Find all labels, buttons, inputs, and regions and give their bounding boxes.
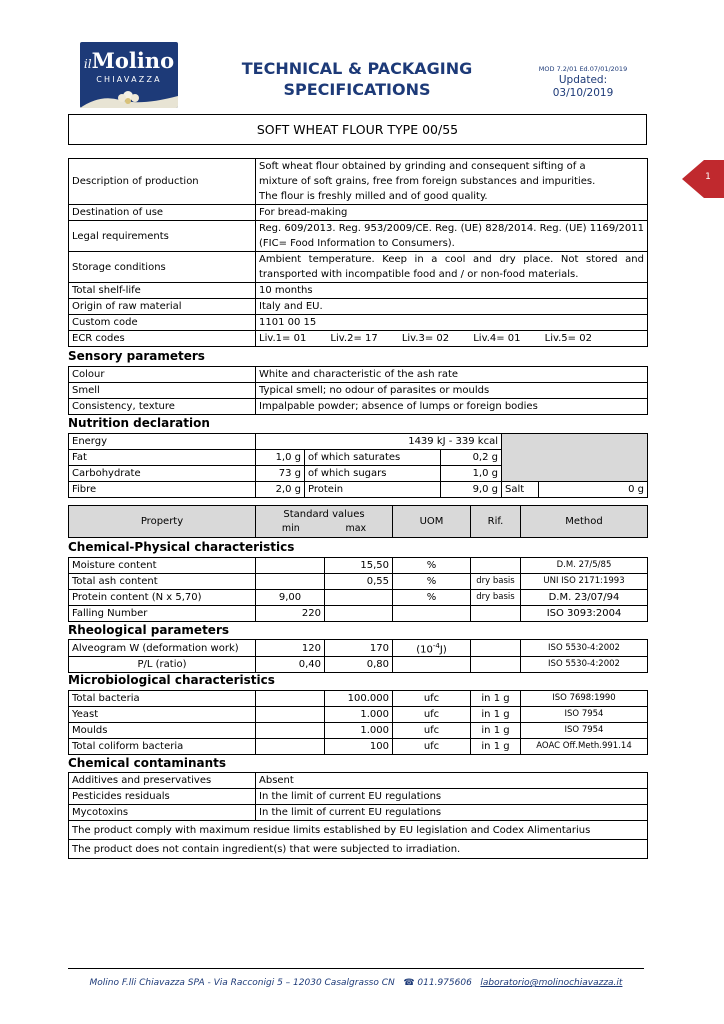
section-title-nutrition: Nutrition declaration [68,416,210,430]
table-row [69,840,648,859]
logo-subtitle: CHIAVAZZA [96,75,162,84]
table-row [69,159,648,205]
shelf-life-value: 10 months [256,283,648,299]
table-row: Protein content (N x 5,70) 9,00 % dry basis D.M. 23/07/94 [69,590,648,606]
product-name: SOFT WHEAT FLOUR TYPE 00/55 [68,114,647,145]
footer-phone: 011.975606 [417,978,472,988]
storage-label: Storage conditions [69,252,256,283]
nutrition-table [68,433,648,498]
col-method: Method [521,506,648,538]
table-row: Moulds 1.000 ufc in 1 g ISO 7954 [69,723,648,739]
microbiological-table [68,690,648,755]
table-row: Falling Number 220 ISO 3093:2004 [69,606,648,622]
origin-label: Origin of raw material [69,299,256,315]
table-row [69,331,648,347]
irradiation-note: The product does not contain ingredient(s) that were subjected to irradiation. [69,840,648,859]
ecr-label: ECR codes [69,331,256,347]
legal-value: Reg. 609/2013. Reg. 953/2009/CE. Reg. (UE) 828/2014. Reg. (UE) 1169/2011 (FIC= Food Information to Consumers). [256,221,648,252]
page-marker [682,160,724,198]
table-row: Smell Typical smell; no odour of parasites or moulds [69,383,648,399]
section-title-microbiological: Microbiological characteristics [68,673,275,687]
logo-flower-icon [80,84,178,108]
footer-address: Molino F.lli Chiavazza SPA - Via Racconigi 5 – 12030 Casalgrasso CN [89,978,395,988]
rheological-table [68,639,648,673]
col-standard-values: Standard values min max [256,506,393,538]
phone-icon: ☎ [403,978,415,988]
table-row: Total coliform bacteria 100 ufc in 1 g AOAC Off.Meth.991.14 [69,739,648,755]
legal-label: Legal requirements [69,221,256,252]
storage-value: Ambient temperature. Keep in a cool and dry place. Not stored and transported with incompatible food and / or non-food materials. [256,252,648,283]
document-code: MOD 7.2/01 Ed.07/01/2019 [538,65,628,73]
sensory-table [68,366,648,415]
section-title-rheological: Rheological parameters [68,623,230,637]
update-info: Updated: 03/10/2019 [552,74,614,99]
table-row: Moisture content 15,50 % D.M. 27/5/85 [69,558,648,574]
energy-value: 1439 kJ - 339 kcal [256,434,502,450]
custom-code-label: Custom code [69,315,256,331]
table-row: Alveogram W (deformation work) 120 170 $(10^{-4}J)$ ISO 5530-4:2002 [69,640,648,657]
logo-brand: ilMolino [83,48,175,73]
table-row: Pesticides residuals In the limit of current EU regulations [69,789,648,805]
destination-value: For bread-making [256,205,648,221]
description-value: Soft wheat flour obtained by grinding and consequent sifting of a mixture of soft grains, free from foreign substances and impurities. The flour is freshly milled and of good quality. [256,159,648,205]
table-row: Fat 1,0 g of which saturates 0,2 g [69,450,648,466]
ecr-values: Liv.1= 01 Liv.2= 17 Liv.3= 02 Liv.4= 01 Liv.5= 02 [256,331,648,347]
description-label: Description of production [69,159,256,205]
table-row: Colour White and characteristic of the ash rate [69,367,648,383]
table-row: Mycotoxins In the limit of current EU regulations [69,805,648,821]
custom-code-value: 1101 00 15 [256,315,648,331]
shelf-life-label: Total shelf-life [69,283,256,299]
chemical-physical-table [68,557,648,622]
footer [68,978,644,988]
table-row: Yeast 1.000 ufc in 1 g ISO 7954 [69,707,648,723]
table-row [69,299,648,315]
table-row: Consistency, texture Impalpable powder; absence of lumps or foreign bodies [69,399,648,415]
table-row [69,315,648,331]
table-row: Additives and preservatives Absent [69,773,648,789]
table-row [69,821,648,840]
col-uom: UOM [393,506,471,538]
table-row: P/L (ratio) 0,40 0,80 ISO 5530-4:2002 [69,657,648,673]
col-property: Property [69,506,256,538]
contaminants-table [68,772,648,859]
origin-value: Italy and EU. [256,299,648,315]
general-info-table [68,158,648,347]
col-rif: Rif. [471,506,521,538]
table-row: Total ash content 0,55 % dry basis UNI ISO 2171:1993 [69,574,648,590]
table-row [69,221,648,252]
table-row: Total bacteria 100.000 ufc in 1 g ISO 7698:1990 [69,691,648,707]
table-row: Energy 1439 kJ - 339 kcal [69,434,648,450]
table-row: Fibre 2,0 g Protein 9,0 g Salt 0 g [69,482,648,498]
table-header-row [69,506,648,538]
spec-header-table [68,505,648,538]
page-marker-arrow-icon [682,160,704,198]
footer-email-link[interactable]: laboratorio@molinochiavazza.it [480,978,623,988]
section-title-chemical-physical: Chemical-Physical characteristics [68,540,295,554]
section-title-sensory: Sensory parameters [68,349,205,363]
company-logo [80,42,178,108]
residue-note: The product comply with maximum residue limits established by EU legislation and Codex Alimentarius [69,821,648,840]
footer-divider [68,968,644,969]
table-row [69,283,648,299]
document-title: TECHNICAL & PACKAGING SPECIFICATIONS [241,59,473,99]
section-title-contaminants: Chemical contaminants [68,756,227,770]
table-row [69,252,648,283]
table-row: Carbohydrate 73 g of which sugars 1,0 g [69,466,648,482]
destination-label: Destination of use [69,205,256,221]
table-row [69,205,648,221]
page-number: 1 [705,172,711,182]
